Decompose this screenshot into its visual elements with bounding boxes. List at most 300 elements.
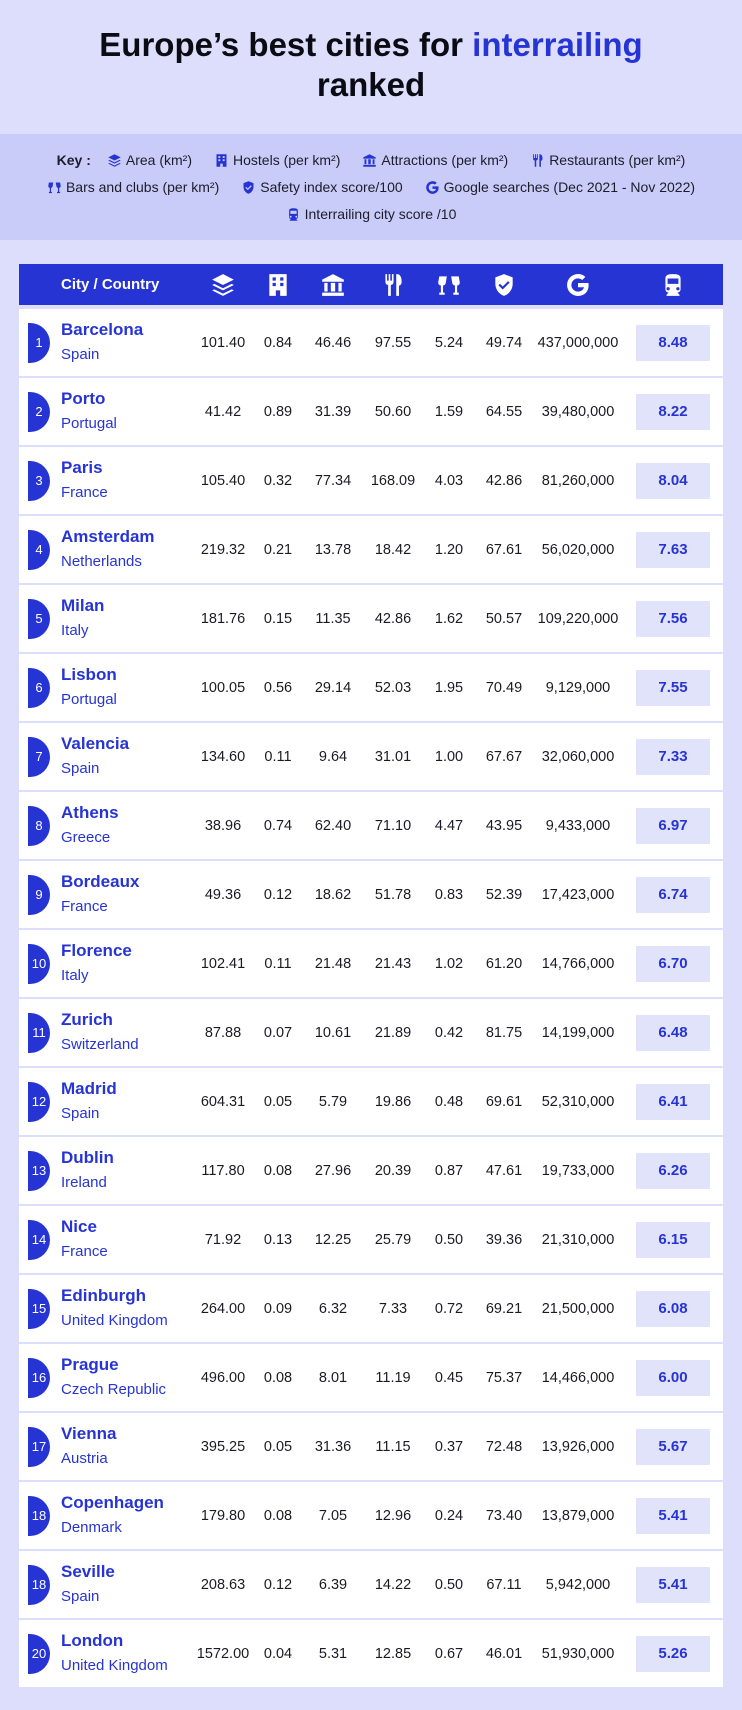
cell-attractions: 5.79 bbox=[318, 1093, 348, 1110]
shield-icon bbox=[475, 264, 533, 305]
country-name: United Kingdom bbox=[61, 1312, 168, 1329]
table-row bbox=[19, 1275, 723, 1342]
key-text: Bars and clubs (per km²) bbox=[65, 179, 220, 195]
country-name: France bbox=[61, 1243, 108, 1260]
cell-bars: 0.67 bbox=[434, 1645, 464, 1662]
score-value: 7.55 bbox=[636, 670, 710, 706]
cell-area: 41.42 bbox=[204, 403, 242, 420]
rank-badge: 5 bbox=[28, 599, 50, 639]
country-name: Denmark bbox=[61, 1519, 122, 1536]
cell-restaurants: 97.55 bbox=[374, 334, 412, 351]
cell-attractions: 29.14 bbox=[314, 679, 352, 696]
country-name: Spain bbox=[61, 1105, 100, 1122]
city-name: Barcelona bbox=[61, 320, 144, 339]
city-name: Copenhagen bbox=[61, 1493, 164, 1512]
key-item-google bbox=[425, 179, 695, 195]
cell-hostels: 0.07 bbox=[263, 1024, 293, 1041]
cell-bars: 0.50 bbox=[434, 1231, 464, 1248]
cell-restaurants: 18.42 bbox=[374, 541, 412, 558]
cell-attractions: 6.32 bbox=[318, 1300, 348, 1317]
score-value: 5.41 bbox=[636, 1498, 710, 1534]
city-name: Lisbon bbox=[61, 665, 117, 684]
museum-icon bbox=[303, 264, 363, 305]
cell-searches: 52,310,000 bbox=[541, 1093, 615, 1110]
cell-restaurants: 12.96 bbox=[374, 1507, 412, 1524]
key-item-restaurants bbox=[530, 152, 685, 168]
city-name: Vienna bbox=[61, 1424, 117, 1443]
cell-safety: 49.74 bbox=[485, 334, 523, 351]
hostel-icon bbox=[253, 264, 303, 305]
rank-badge: 14 bbox=[28, 1220, 50, 1260]
cell-attractions: 7.05 bbox=[318, 1507, 348, 1524]
table-row bbox=[19, 1482, 723, 1549]
key-item-hostels bbox=[214, 152, 340, 168]
cell-searches: 13,926,000 bbox=[541, 1438, 615, 1455]
country-name: United Kingdom bbox=[61, 1657, 168, 1674]
cell-attractions: 8.01 bbox=[318, 1369, 348, 1386]
cell-restaurants: 50.60 bbox=[374, 403, 412, 420]
score-cell bbox=[623, 930, 723, 997]
cell-area: 100.05 bbox=[200, 679, 246, 696]
score-value: 8.04 bbox=[636, 463, 710, 499]
cell-bars: 0.42 bbox=[434, 1024, 464, 1041]
title-part2: ranked bbox=[316, 66, 426, 103]
cell-searches: 9,433,000 bbox=[545, 817, 611, 834]
cell-searches: 56,020,000 bbox=[541, 541, 615, 558]
city-name: Prague bbox=[61, 1355, 119, 1374]
cell-restaurants: 25.79 bbox=[374, 1231, 412, 1248]
rank-badge: 8 bbox=[28, 806, 50, 846]
country-name: Spain bbox=[61, 346, 100, 363]
cell-bars: 0.72 bbox=[434, 1300, 464, 1317]
country-name: Italy bbox=[61, 967, 89, 984]
score-value: 6.15 bbox=[636, 1222, 710, 1258]
cell-bars: 0.45 bbox=[434, 1369, 464, 1386]
rank-badge: 13 bbox=[28, 1151, 50, 1191]
country-name: Czech Republic bbox=[61, 1381, 167, 1398]
cell-area: 604.31 bbox=[200, 1093, 246, 1110]
rank-badge: 18 bbox=[28, 1565, 50, 1605]
cell-hostels: 0.32 bbox=[263, 472, 293, 489]
key-item-safety bbox=[241, 179, 402, 195]
table-row bbox=[19, 654, 723, 721]
score-value: 6.08 bbox=[636, 1291, 710, 1327]
city-name: Dublin bbox=[61, 1148, 114, 1167]
rank-badge: 2 bbox=[28, 392, 50, 432]
table-row bbox=[19, 1068, 723, 1135]
cell-area: 87.88 bbox=[204, 1024, 242, 1041]
table-row bbox=[19, 1413, 723, 1480]
score-value: 5.67 bbox=[636, 1429, 710, 1465]
score-value: 5.26 bbox=[636, 1636, 710, 1672]
table-row bbox=[19, 585, 723, 652]
cell-searches: 109,220,000 bbox=[537, 610, 619, 627]
rank-badge: 12 bbox=[28, 1082, 50, 1122]
cell-attractions: 18.62 bbox=[314, 886, 352, 903]
score-cell bbox=[623, 1344, 723, 1411]
key-item-score bbox=[286, 206, 457, 222]
score-value: 6.00 bbox=[636, 1360, 710, 1396]
cell-searches: 19,733,000 bbox=[541, 1162, 615, 1179]
cell-attractions: 9.64 bbox=[318, 748, 348, 765]
cell-restaurants: 20.39 bbox=[374, 1162, 412, 1179]
key-text: Safety index score/100 bbox=[260, 179, 403, 195]
cell-safety: 42.86 bbox=[485, 472, 523, 489]
cell-bars: 0.48 bbox=[434, 1093, 464, 1110]
cell-area: 71.92 bbox=[204, 1231, 242, 1248]
cell-restaurants: 14.22 bbox=[374, 1576, 412, 1593]
cell-safety: 50.57 bbox=[485, 610, 523, 627]
cell-restaurants: 52.03 bbox=[374, 679, 412, 696]
table-row bbox=[19, 792, 723, 859]
cell-attractions: 5.31 bbox=[318, 1645, 348, 1662]
cell-bars: 0.50 bbox=[434, 1576, 464, 1593]
key-text: Interrailing city score /10 bbox=[304, 206, 457, 222]
layers-icon bbox=[193, 264, 253, 305]
cell-safety: 67.61 bbox=[485, 541, 523, 558]
city-name: Milan bbox=[61, 596, 105, 615]
country-name: Spain bbox=[61, 760, 100, 777]
score-cell bbox=[623, 1620, 723, 1687]
cell-bars: 1.95 bbox=[434, 679, 464, 696]
country-name: Ireland bbox=[61, 1174, 107, 1191]
rank-badge: 17 bbox=[28, 1427, 50, 1467]
key-item-area bbox=[107, 152, 192, 168]
cell-area: 179.80 bbox=[200, 1507, 246, 1524]
rank-badge: 1 bbox=[28, 323, 50, 363]
cell-restaurants: 31.01 bbox=[374, 748, 412, 765]
title-accent: interrailing bbox=[472, 26, 643, 63]
city-name: Amsterdam bbox=[61, 527, 155, 546]
city-name: London bbox=[61, 1631, 124, 1650]
score-value: 6.74 bbox=[636, 877, 710, 913]
key-label: Key : bbox=[56, 152, 91, 168]
city-name: Edinburgh bbox=[61, 1286, 146, 1305]
cutlery-icon bbox=[363, 264, 423, 305]
score-value: 5.41 bbox=[636, 1567, 710, 1603]
cell-restaurants: 12.85 bbox=[374, 1645, 412, 1662]
rank-badge: 9 bbox=[28, 875, 50, 915]
rank-badge: 20 bbox=[28, 1634, 50, 1674]
city-name: Madrid bbox=[61, 1079, 117, 1098]
city-name: Zurich bbox=[61, 1010, 113, 1029]
score-value: 8.22 bbox=[636, 394, 710, 430]
table-row bbox=[19, 309, 723, 376]
score-cell bbox=[623, 654, 723, 721]
cell-safety: 39.36 bbox=[485, 1231, 523, 1248]
key-row-1 bbox=[0, 152, 742, 168]
cell-attractions: 12.25 bbox=[314, 1231, 352, 1248]
cell-bars: 1.59 bbox=[434, 403, 464, 420]
cell-hostels: 0.08 bbox=[263, 1369, 293, 1386]
cell-attractions: 27.96 bbox=[314, 1162, 352, 1179]
score-value: 7.63 bbox=[636, 532, 710, 568]
rank-badge: 6 bbox=[28, 668, 50, 708]
google-icon bbox=[425, 180, 440, 195]
cell-searches: 14,199,000 bbox=[541, 1024, 615, 1041]
cell-searches: 17,423,000 bbox=[541, 886, 615, 903]
cell-bars: 0.24 bbox=[434, 1507, 464, 1524]
rank-badge: 18 bbox=[28, 1496, 50, 1536]
score-cell bbox=[623, 1413, 723, 1480]
city-name: Florence bbox=[61, 941, 132, 960]
cell-hostels: 0.11 bbox=[264, 955, 292, 972]
cell-safety: 46.01 bbox=[485, 1645, 523, 1662]
score-value: 6.70 bbox=[636, 946, 710, 982]
score-cell bbox=[623, 309, 723, 376]
score-value: 7.33 bbox=[636, 739, 710, 775]
cell-hostels: 0.05 bbox=[263, 1438, 293, 1455]
cell-restaurants: 42.86 bbox=[374, 610, 412, 627]
google-icon bbox=[533, 264, 623, 305]
table-row bbox=[19, 723, 723, 790]
cell-safety: 73.40 bbox=[485, 1507, 523, 1524]
cell-searches: 51,930,000 bbox=[541, 1645, 615, 1662]
ranking-table bbox=[19, 264, 723, 1689]
cell-hostels: 0.09 bbox=[263, 1300, 293, 1317]
key-legend bbox=[0, 134, 742, 240]
score-cell bbox=[623, 861, 723, 928]
city-name: Paris bbox=[61, 458, 103, 477]
country-name: Netherlands bbox=[61, 553, 142, 570]
cell-searches: 32,060,000 bbox=[541, 748, 615, 765]
cell-area: 219.32 bbox=[200, 541, 246, 558]
cell-searches: 13,879,000 bbox=[541, 1507, 615, 1524]
key-text: Hostels (per km²) bbox=[233, 152, 341, 168]
country-name: Switzerland bbox=[61, 1036, 139, 1053]
cell-restaurants: 71.10 bbox=[374, 817, 412, 834]
cell-restaurants: 168.09 bbox=[370, 472, 416, 489]
cell-attractions: 31.39 bbox=[314, 403, 352, 420]
cell-area: 134.60 bbox=[200, 748, 246, 765]
country-name: Greece bbox=[61, 829, 111, 846]
cell-safety: 61.20 bbox=[485, 955, 523, 972]
score-value: 6.48 bbox=[636, 1015, 710, 1051]
country-name: France bbox=[61, 484, 108, 501]
score-value: 7.56 bbox=[636, 601, 710, 637]
key-item-attractions bbox=[362, 152, 508, 168]
table-row bbox=[19, 1344, 723, 1411]
cell-safety: 52.39 bbox=[485, 886, 523, 903]
museum-icon bbox=[362, 153, 377, 168]
score-cell bbox=[623, 723, 723, 790]
cell-area: 496.00 bbox=[200, 1369, 246, 1386]
train-icon bbox=[286, 207, 301, 222]
cell-searches: 14,766,000 bbox=[541, 955, 615, 972]
cell-area: 181.76 bbox=[200, 610, 246, 627]
key-item-bars bbox=[47, 179, 219, 195]
table-row bbox=[19, 1620, 723, 1687]
score-cell bbox=[623, 447, 723, 514]
cell-safety: 69.61 bbox=[485, 1093, 523, 1110]
cell-safety: 70.49 bbox=[485, 679, 523, 696]
cell-hostels: 0.05 bbox=[263, 1093, 293, 1110]
cell-bars: 5.24 bbox=[434, 334, 464, 351]
cell-hostels: 0.89 bbox=[263, 403, 293, 420]
cell-searches: 81,260,000 bbox=[541, 472, 615, 489]
score-value: 6.97 bbox=[636, 808, 710, 844]
cell-bars: 4.03 bbox=[434, 472, 464, 489]
key-text: Google searches (Dec 2021 - Nov 2022) bbox=[443, 179, 696, 195]
cell-attractions: 10.61 bbox=[314, 1024, 352, 1041]
score-cell bbox=[623, 516, 723, 583]
key-text: Attractions (per km²) bbox=[381, 152, 509, 168]
cell-bars: 4.47 bbox=[434, 817, 464, 834]
cell-searches: 14,466,000 bbox=[541, 1369, 615, 1386]
cell-attractions: 6.39 bbox=[318, 1576, 348, 1593]
cell-attractions: 62.40 bbox=[314, 817, 352, 834]
cell-searches: 21,500,000 bbox=[541, 1300, 615, 1317]
shield-icon bbox=[241, 180, 256, 195]
page-title bbox=[0, 0, 742, 110]
cell-attractions: 21.48 bbox=[314, 955, 352, 972]
cell-searches: 9,129,000 bbox=[545, 679, 611, 696]
cheers-icon bbox=[47, 180, 62, 195]
score-cell bbox=[623, 1551, 723, 1618]
cell-restaurants: 11.19 bbox=[375, 1369, 411, 1386]
cell-safety: 64.55 bbox=[485, 403, 523, 420]
cell-bars: 0.83 bbox=[434, 886, 464, 903]
key-text: Restaurants (per km²) bbox=[549, 152, 686, 168]
cell-restaurants: 21.43 bbox=[374, 955, 412, 972]
cell-hostels: 0.08 bbox=[263, 1507, 293, 1524]
cell-area: 101.40 bbox=[200, 334, 246, 351]
rank-badge: 7 bbox=[28, 737, 50, 777]
cell-attractions: 31.36 bbox=[314, 1438, 352, 1455]
cell-safety: 69.21 bbox=[485, 1300, 523, 1317]
score-value: 6.26 bbox=[636, 1153, 710, 1189]
cell-hostels: 0.13 bbox=[263, 1231, 293, 1248]
cell-attractions: 13.78 bbox=[314, 541, 352, 558]
cell-hostels: 0.12 bbox=[263, 1576, 293, 1593]
key-row-3 bbox=[0, 206, 742, 222]
table-row bbox=[19, 1551, 723, 1618]
key-text: Area (km²) bbox=[125, 152, 193, 168]
score-cell bbox=[623, 1068, 723, 1135]
cell-hostels: 0.84 bbox=[263, 334, 293, 351]
country-name: Austria bbox=[61, 1450, 108, 1467]
rank-badge: 16 bbox=[28, 1358, 50, 1398]
cell-restaurants: 51.78 bbox=[374, 886, 412, 903]
table-row bbox=[19, 930, 723, 997]
header-city-country: City / Country bbox=[61, 276, 160, 293]
country-name: Portugal bbox=[61, 691, 117, 708]
city-name: Seville bbox=[61, 1562, 115, 1581]
cell-hostels: 0.56 bbox=[263, 679, 293, 696]
cell-safety: 67.67 bbox=[485, 748, 523, 765]
cell-restaurants: 7.33 bbox=[378, 1300, 408, 1317]
score-value: 8.48 bbox=[636, 325, 710, 361]
cell-hostels: 0.74 bbox=[263, 817, 293, 834]
cell-hostels: 0.04 bbox=[263, 1645, 293, 1662]
cell-hostels: 0.15 bbox=[263, 610, 293, 627]
train-icon bbox=[623, 264, 723, 305]
score-cell bbox=[623, 378, 723, 445]
cell-restaurants: 11.15 bbox=[375, 1438, 411, 1455]
cell-area: 117.80 bbox=[201, 1162, 245, 1179]
rank-badge: 15 bbox=[28, 1289, 50, 1329]
cell-bars: 1.20 bbox=[434, 541, 464, 558]
country-name: Spain bbox=[61, 1588, 100, 1605]
table-body bbox=[19, 309, 723, 1687]
cell-area: 208.63 bbox=[200, 1576, 246, 1593]
cell-area: 49.36 bbox=[204, 886, 242, 903]
table-row bbox=[19, 1206, 723, 1273]
table-row bbox=[19, 999, 723, 1066]
cell-attractions: 11.35 bbox=[315, 610, 351, 627]
cell-searches: 5,942,000 bbox=[545, 1576, 611, 1593]
table-row bbox=[19, 378, 723, 445]
cell-hostels: 0.12 bbox=[263, 886, 293, 903]
city-name: Nice bbox=[61, 1217, 97, 1236]
table-row bbox=[19, 516, 723, 583]
cell-restaurants: 19.86 bbox=[374, 1093, 412, 1110]
rank-badge: 10 bbox=[28, 944, 50, 984]
score-cell bbox=[623, 1206, 723, 1273]
cell-hostels: 0.08 bbox=[263, 1162, 293, 1179]
cell-area: 102.41 bbox=[200, 955, 246, 972]
cell-searches: 39,480,000 bbox=[541, 403, 615, 420]
cheers-icon bbox=[423, 264, 475, 305]
table-row bbox=[19, 447, 723, 514]
score-cell bbox=[623, 792, 723, 859]
cell-attractions: 77.34 bbox=[314, 472, 352, 489]
cell-bars: 1.62 bbox=[434, 610, 464, 627]
cell-area: 264.00 bbox=[200, 1300, 246, 1317]
cell-safety: 47.61 bbox=[485, 1162, 523, 1179]
cutlery-icon bbox=[530, 153, 545, 168]
score-value: 6.41 bbox=[636, 1084, 710, 1120]
cell-area: 105.40 bbox=[200, 472, 246, 489]
cell-area: 1572.00 bbox=[196, 1645, 250, 1662]
cell-safety: 67.11 bbox=[486, 1576, 522, 1593]
score-cell bbox=[623, 1482, 723, 1549]
cell-bars: 1.02 bbox=[434, 955, 464, 972]
cell-area: 38.96 bbox=[204, 817, 242, 834]
rank-badge: 3 bbox=[28, 461, 50, 501]
score-cell bbox=[623, 999, 723, 1066]
cell-bars: 1.00 bbox=[434, 748, 464, 765]
title-part1: Europe’s best cities for bbox=[99, 26, 473, 63]
cell-searches: 21,310,000 bbox=[541, 1231, 615, 1248]
city-name: Porto bbox=[61, 389, 106, 408]
layers-icon bbox=[107, 153, 122, 168]
cell-hostels: 0.11 bbox=[264, 748, 292, 765]
table-row bbox=[19, 1137, 723, 1204]
cell-bars: 0.87 bbox=[434, 1162, 464, 1179]
cell-safety: 43.95 bbox=[485, 817, 523, 834]
cell-safety: 72.48 bbox=[485, 1438, 523, 1455]
cell-safety: 81.75 bbox=[485, 1024, 523, 1041]
table-header bbox=[19, 264, 723, 305]
cell-searches: 437,000,000 bbox=[537, 334, 619, 351]
city-name: Bordeaux bbox=[61, 872, 140, 891]
score-cell bbox=[623, 1275, 723, 1342]
country-name: France bbox=[61, 898, 108, 915]
cell-restaurants: 21.89 bbox=[374, 1024, 412, 1041]
table-row bbox=[19, 861, 723, 928]
cell-hostels: 0.21 bbox=[263, 541, 293, 558]
cell-bars: 0.37 bbox=[434, 1438, 464, 1455]
cell-safety: 75.37 bbox=[485, 1369, 523, 1386]
country-name: Italy bbox=[61, 622, 89, 639]
country-name: Portugal bbox=[61, 415, 117, 432]
score-cell bbox=[623, 585, 723, 652]
cell-attractions: 46.46 bbox=[314, 334, 352, 351]
rank-badge: 11 bbox=[28, 1013, 50, 1053]
rank-badge: 4 bbox=[28, 530, 50, 570]
city-name: Valencia bbox=[61, 734, 130, 753]
